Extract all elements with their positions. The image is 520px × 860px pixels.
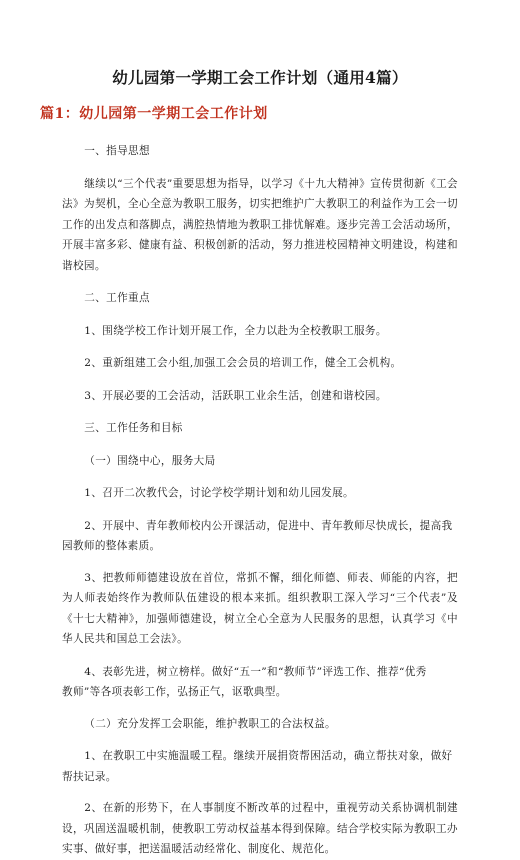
- paragraph-guiding-thought: 继续以“三个代表”重要思想为指导，以学习《十九大精神》宣传贯彻新《工会法》为契机，全心全意为教职工服务，切实把维护广大教职工的利益作为工会一切工作的出发点和落脚点，满腔热情地为教职工排忧解难。逐步完善工会活动场所，开展丰富多彩、健康有益、积极创新的活动，努力推进校园精神文明建设，构建和谐校园。: [62, 177, 458, 272]
- paragraph-task-2-line-2: 园教师的整体素质。: [62, 540, 161, 552]
- paragraph-focus-1: 1、围绕学校工作计划开展工作，全力以赴为全校教职工服务。: [84, 324, 387, 337]
- paragraph-task-2: [62, 516, 458, 557]
- paragraph-focus-3: 3、开展必要的工会活动，活跃职工业余生活，创建和谐校园。: [84, 389, 387, 402]
- section-heading-guiding-thought: 一、指导思想: [84, 145, 150, 157]
- section-heading-tasks-goals: 三、工作任务和目标: [84, 422, 183, 434]
- paragraph-task-2-line-1: 2、开展中、青年教师校内公开课活动，促进中、青年教师尽快成长，提高我: [84, 519, 453, 532]
- section-heading-work-focus: 二、工作重点: [84, 292, 150, 304]
- document-title: 幼儿园第一学期工会工作计划（通用4篇）: [112, 68, 408, 87]
- paragraph-task-5-line-1: 1、在教职工中实施温暖工程。继续开展捐资帮困活动，确立帮扶对象，做好: [84, 750, 453, 762]
- paragraph-task-4-line-2: 教师”等各项表彰工作，弘扬正气，讴歌典型。: [62, 686, 287, 698]
- paragraph-task-4: [62, 662, 458, 703]
- paragraph-task-6: 2、在新的形势下，在人事制度不断改革的过程中，重视劳动关系协调机制建设，巩固送温暖机制，使教职工劳动权益基本得到保障。结合学校实际为教职工办实事、做好事，把送温暖活动经常化、制度化、规范化。: [62, 802, 458, 855]
- paragraph-focus-2: 2、重新组建工会小组,加强工会会员的培训工作，健全工会机构。: [84, 357, 402, 369]
- subsection-heading-union-rights: （二）充分发挥工会职能，维护教职工的合法权益。: [84, 717, 336, 730]
- paragraph-task-3: 3、把教师师德建设放在首位，常抓不懈，细化师德、师表、师能的内容，把为人师表始终作为教师队伍建设的根本来抓。组织教职工深入学习“三个代表”及《十七大精神》，加强师德建设，树立全心全意为人民服务的思想，认真学习《中华人民共和国总工会法》。: [62, 571, 458, 645]
- paragraph-task-5: [62, 746, 458, 787]
- paragraph-task-4-line-1: 4、表彰先进，树立榜样。做好“五一”和“教师节”评选工作、推荐“优秀: [84, 665, 427, 678]
- paragraph-task-1: 1、召开二次教代会，讨论学校学期计划和幼儿园发展。: [84, 487, 354, 499]
- article-title: 篇1：幼儿园第一学期工会工作计划: [40, 106, 268, 122]
- paragraph-task-5-line-2: 帮扶记录。: [62, 770, 117, 783]
- subsection-heading-serve-overall: （一）围绕中心，服务大局: [84, 454, 216, 467]
